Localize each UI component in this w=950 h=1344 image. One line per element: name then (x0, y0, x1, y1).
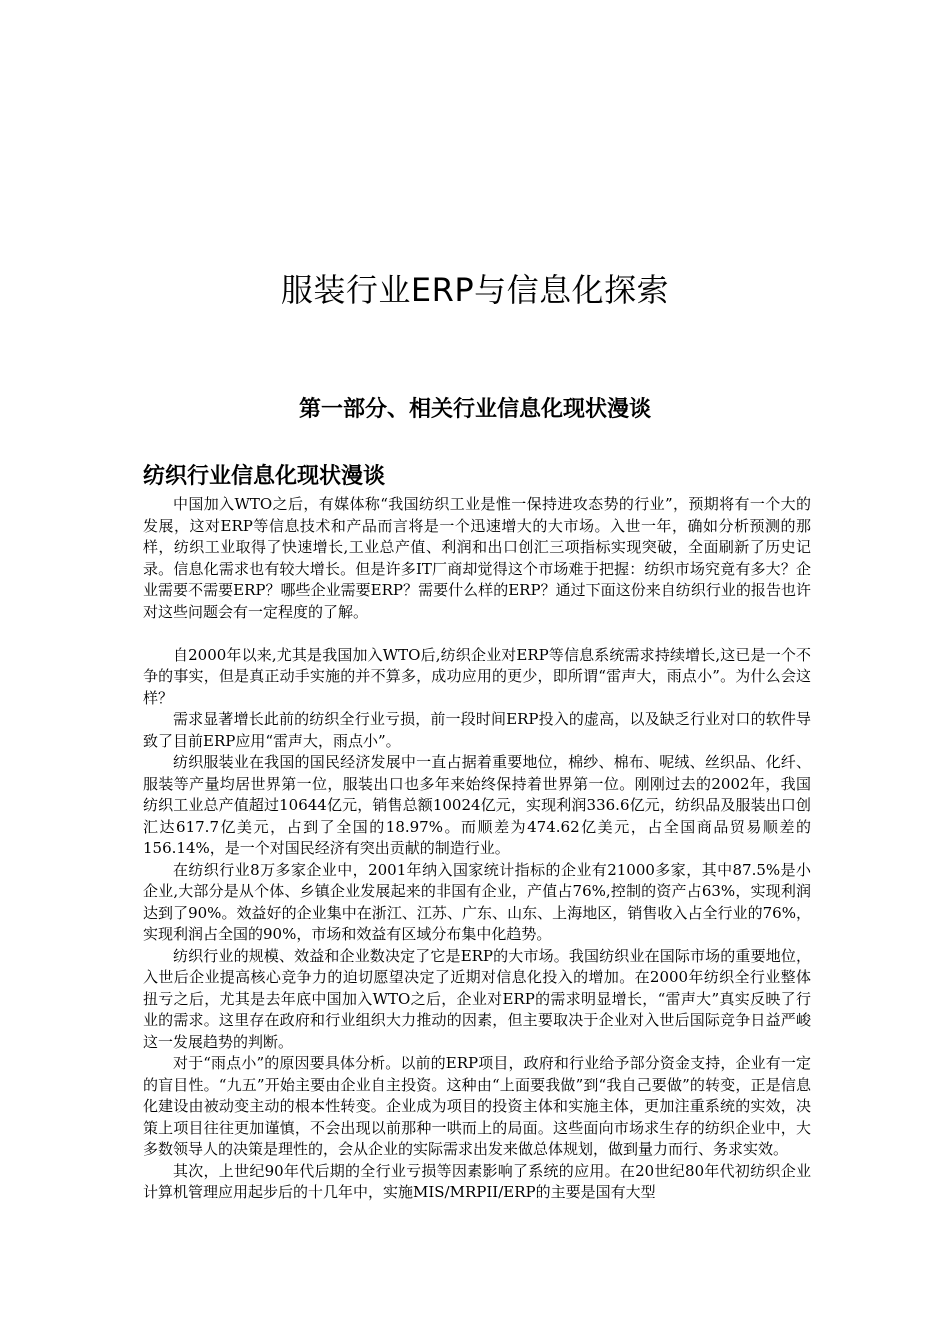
paragraph: 对于“雨点小”的原因要具体分析。以前的ERP项目，政府和行业给予部分资金支持，企业有一定的盲目性。“九五”开始主要由企业自主投资。这种由“上面要我做”到“我自己要做”的转变，正是信息化建设由被动变主动的根本性转变。企业成为项目的投资主体和实施主体，更加注重系统的实效，决策上项目往往更加谨慎，不会出现以前那种一哄而上的局面。这些面向市场求生存的纺织企业中，大多数领导人的决策是理性的，会从企业的实际需求出发来做总体规划，做到量力而行、务求实效。 (143, 1054, 811, 1158)
paragraph: 其次，上世纪90年代后期的全行业亏损等因素影响了系统的应用。在20世纪80年代初纺织企业计算机管理应用起步后的十几年中，实施MIS/MRPII/ERP的主要是国有大型 (143, 1161, 811, 1201)
paragraph: 纺织服装业在我国的国民经济发展中一直占据着重要地位，棉纱、棉布、呢绒、丝织品、化纤、服装等产量均居世界第一位，服装出口也多年来始终保持着世界第一位。刚刚过去的2002年，我国纺织工业总产值超过10644亿元，销售总额10024亿元，实现利润336.6亿元，纺织品及服装出口创汇达617.7亿美元，占到了全国的18.97%。而顺差为474.62亿美元，占全国商品贸易顺差的156.14%，是一个对国民经济有突出贡献的制造行业。 (143, 753, 811, 857)
section-heading: 纺织行业信息化现状漫谈 (143, 464, 386, 489)
paragraph: 需求显著增长此前的纺织全行业亏损，前一段时间ERP投入的虚高，以及缺乏行业对口的软件导致了目前ERP应用“雷声大，雨点小”。 (143, 710, 811, 750)
paragraph: 中国加入WTO之后，有媒体称“我国纺织工业是惟一保持进攻态势的行业”，预期将有一个大的发展，这对ERP等信息技术和产品而言将是一个迅速增大的大市场。入世一年，确如分析预测的那样，纺织工业取得了快速增长,工业总产值、利润和出口创汇三项指标实现突破，全面刷新了历史记录。信息化需求也有较大增长。但是许多IT厂商却觉得这个市场难于把握：纺织市场究竟有多大？企业需要不需要ERP？哪些企业需要ERP？需要什么样的ERP？通过下面这份来自纺织行业的报告也许对这些问题会有一定程度的了解。 (143, 495, 811, 621)
part-heading: 第一部分、相关行业信息化现状漫谈 (298, 397, 651, 422)
document-body (143, 494, 811, 1204)
paragraph: 在纺织行业8万多家企业中，2001年纳入国家统计指标的企业有21000多家，其中87.5%是小企业,大部分是从个体、乡镇企业发展起来的非国有企业，产值占76%,控制的资产占63%，实现利润达到了90%。效益好的企业集中在浙江、江苏、广东、山东、上海地区，销售收入占全行业的76%，实现利润占全国的90%，市场和效益有区域分布集中化趋势。 (143, 860, 811, 943)
paragraph: 自2000年以来,尤其是我国加入WTO后,纺织企业对ERP等信息系统需求持续增长,这已是一个不争的事实，但是真正动手实施的并不算多，成功应用的更少，即所谓“雷声大，雨点小”。为什么会这样？ (143, 645, 811, 707)
document-title: 服装行业ERP与信息化探索 (280, 271, 670, 309)
paragraph: 纺织行业的规模、效益和企业数决定了它是ERP的大市场。我国纺织业在国际市场的重要地位，入世后企业提高核心竞争力的迫切愿望决定了近期对信息化投入的增加。在2000年纺织全行业整体扭亏之后，尤其是去年底中国加入WTO之后，企业对ERP的需求明显增长，“雷声大”真实反映了行业的需求。这里存在政府和行业组织大力推动的因素，但主要取决于企业对入世后国际竞争日益严峻这一发展趋势的判断。 (143, 946, 811, 1051)
